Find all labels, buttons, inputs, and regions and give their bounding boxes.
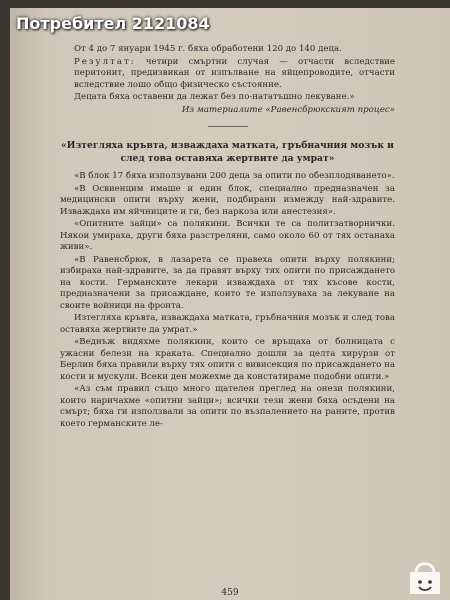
section-divider [208,126,248,127]
bazar-logo-icon [396,556,450,600]
body-paragraph: Изтегляха кръвта, изваждаха матката, гръбначния мозък и след това оставяха жертвите да умрат.» [60,313,395,335]
page-number: 459 [221,588,239,598]
result-paragraph [60,57,395,92]
result-text: четири смъртни случая — отчасти вследствие перитонит, предизвикан от изпълване на яйцепроводите, отчасти вследствие лошо общо физическо състояние. [74,56,395,90]
body-paragraph: «В Равенсбрюк, в лазарета се правеха опити върху полякини; избираха най-здравите, за да правят върху тях опити по присаждането на кости. Германските лекари изваждаха от тях късове кости, предназначени за присаждане, които те използуваха за лекуване на своите войници на фронта. [60,254,395,311]
body-paragraph: «Опитните зайци» са полякини. Всички те са политзатворнички. Някои умираха, други бяха разстреляни, само около 60 от тях останаха живи». [60,219,395,253]
body-paragraph: «В Освиенцим имаше и един блок, специално предназначен за медицински опити върху жени, подбирани измежду най-здравите. Изваждаха им яйчниците и ги, без наркоза или анестезия». [60,183,395,217]
children-paragraph: Децата бяха оставени да лежат без по-нататъшно лекуване.» [74,92,355,103]
intro-paragraph: От 4 до 7 януари 1945 г. бяха обработени 120 до 140 деца. [74,44,342,54]
section-heading: «Изтегляха кръвта, изваждаха матката, гръбначния мозък и след това оставяха жертвите да умрат» [61,140,394,164]
user-watermark: Потребител 2121084 [16,14,210,33]
body-paragraph: «В блок 17 бяха използувани 200 деца за опити по обезплодяването». [74,171,395,182]
body-paragraph: «Веднъж видяхме полякини, които се връщаха от болницата с ужасни белези на краката. Специално дошли за целта хирурзи от Берлин бяха правили върху тях опити с вивисекция по присаждането на кости и мускули. Всеки ден можехме да констатираме подобни опити.» [60,337,395,382]
book-page [10,8,450,600]
page-content [60,44,395,431]
source-citation: Из материалите «Равенсбрюкският процес» [181,104,395,115]
result-label: Резултат: [74,56,136,67]
body-paragraph: «Аз съм правил също много щателен преглед на онези полякини, които наричахме «опитни зайци»; всички тези жени бяха осъдени на смърт; бяха ги използвали за опити по възпалението на раните, против което германските ле- [60,384,395,429]
